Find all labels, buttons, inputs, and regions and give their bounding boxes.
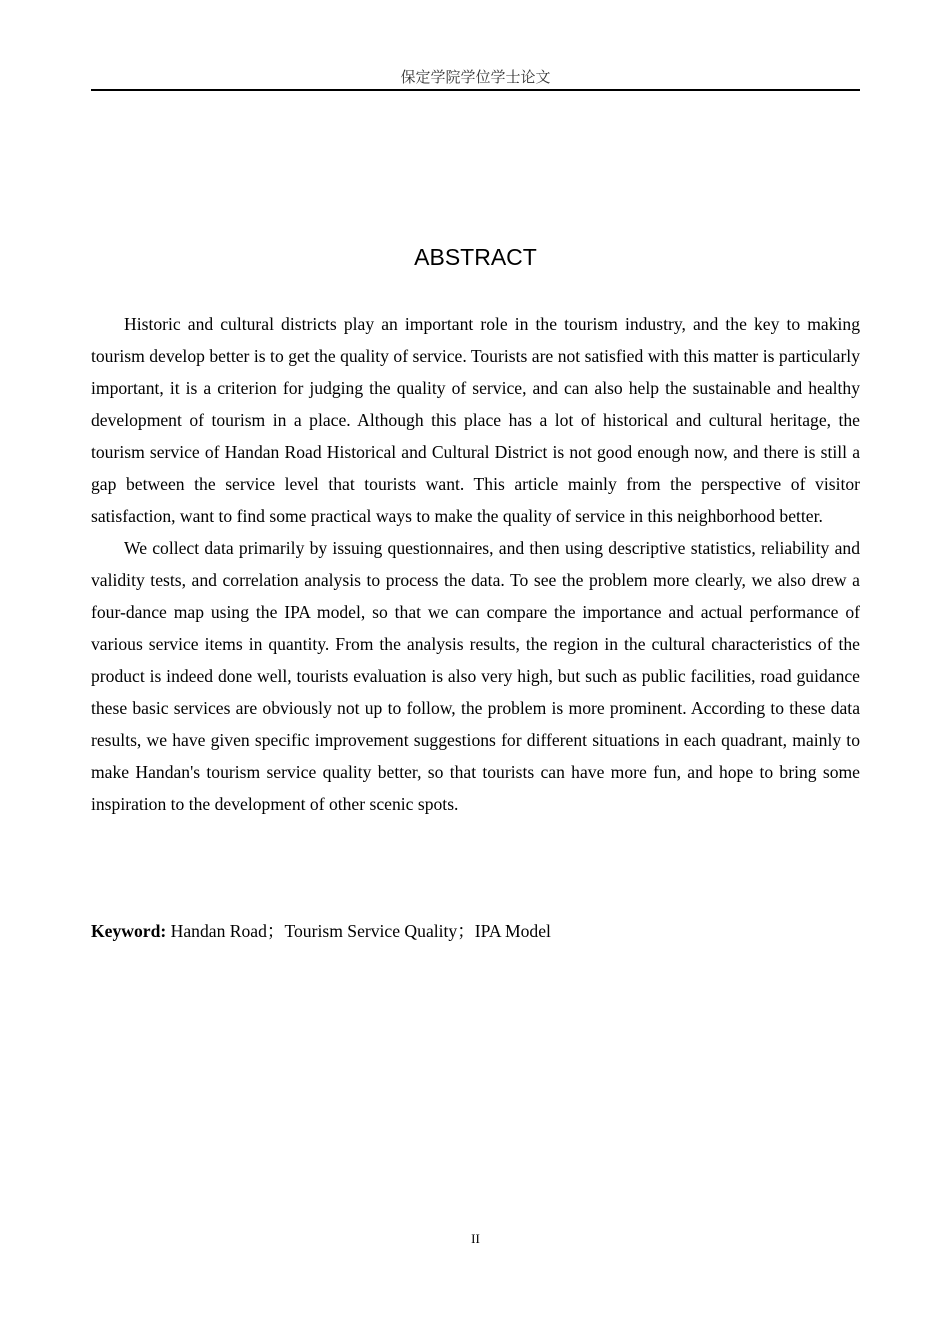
abstract-body bbox=[91, 308, 860, 820]
keywords-text: Handan Road；Tourism Service Quality；IPA Model bbox=[166, 921, 551, 941]
keywords-label: Keyword: bbox=[91, 921, 167, 941]
keywords-line bbox=[91, 915, 860, 947]
header-title: 保定学院学位学士论文 bbox=[400, 68, 551, 86]
page-header bbox=[91, 66, 860, 91]
abstract-paragraph-1: Historic and cultural districts play an important role in the tourism industry, and the key to making tourism develop better is to get the quality of service. Tourists are not satisfied with this matter is particularly important, it is a criterion for judging the quality of service, and can also help the sustainable and healthy development of tourism in a place. Although this place has a lot of historical and cultural heritage, the tourism service of Handan Road Historical and Cultural District is not good enough now, and there is still a gap between the service level that tourists want. This article mainly from the perspective of visitor satisfaction, want to find some practical ways to make the quality of service in this neighborhood better. bbox=[91, 314, 860, 526]
abstract-title: ABSTRACT bbox=[414, 244, 537, 270]
page-number: II bbox=[471, 1231, 480, 1246]
abstract-paragraph-2: We collect data primarily by issuing questionnaires, and then using descriptive statistics, reliability and validity tests, and correlation analysis to process the data. To see the problem more clearly, we also drew a four-dance map using the IPA model, so that we can compare the importance and actual performance of various service items in quantity. From the analysis results, the region in the cultural characteristics of the product is indeed done well, tourists evaluation is also very high, but such as public facilities, road guidance these basic services are obviously not up to follow, the problem is more prominent. According to these data results, we have given specific improvement suggestions for different situations in each quadrant, mainly to make Handan's tourism service quality better, so that tourists can have more fun, and hope to bring some inspiration to the development of other scenic spots. bbox=[91, 538, 860, 814]
